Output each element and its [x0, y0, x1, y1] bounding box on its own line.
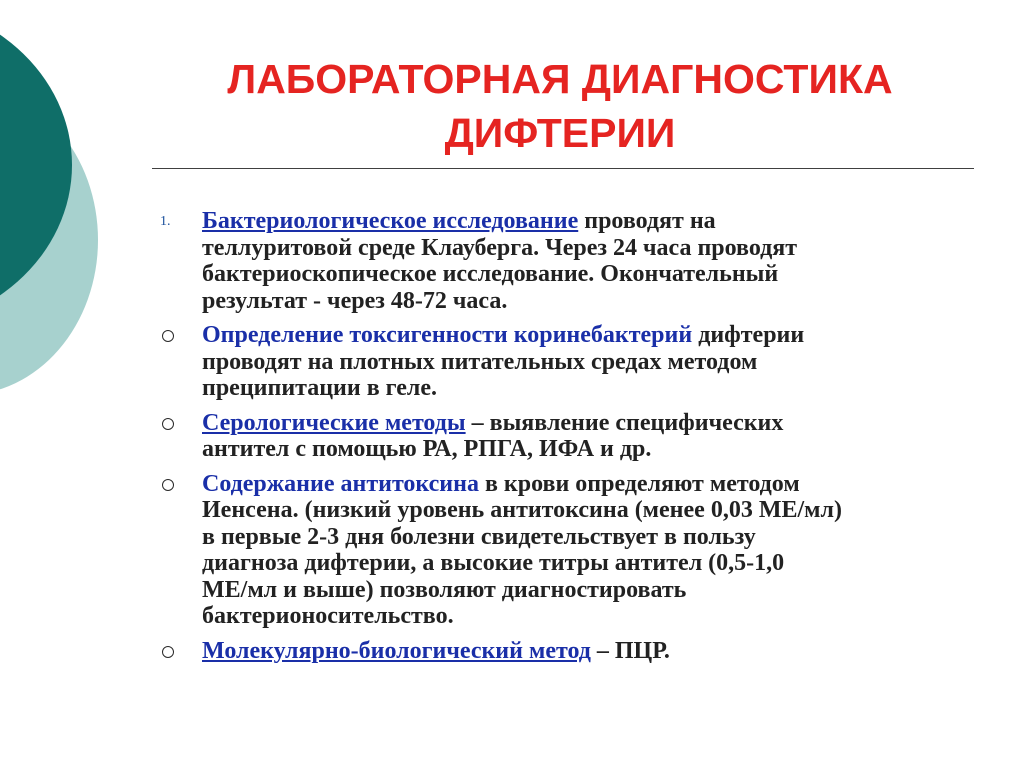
item-highlight: Содержание антитоксина	[202, 470, 479, 497]
item-highlight: Определение токсигенности коринебактерий	[202, 322, 693, 348]
list-number: 1.	[160, 214, 171, 229]
item-text: дифтерии	[692, 322, 805, 348]
list-item	[160, 322, 980, 402]
item-line: бактерионосительство.	[202, 603, 454, 629]
circle-bullet-icon	[162, 646, 174, 658]
item-highlight: Серологические методы	[202, 409, 466, 436]
item-line: диагноза дифтерии, а высокие титры антител (0,5-1,0	[202, 550, 785, 576]
item-line	[202, 638, 980, 665]
item-text: – ПЦР.	[590, 637, 670, 664]
item-line: результат - через 48-72 часа.	[202, 287, 508, 314]
item-line	[202, 410, 980, 437]
list-item	[160, 410, 980, 463]
title-line-2: ДИФТЕРИИ	[444, 110, 676, 156]
list-item	[160, 208, 980, 314]
item-line	[202, 471, 980, 498]
item-text: проводят на	[578, 208, 716, 234]
item-text: в крови определяют методом	[478, 470, 800, 497]
slide-title	[150, 52, 970, 160]
item-text: – выявление специфических	[465, 409, 784, 436]
item-line: Иенсена. (низкий уровень антитоксина (менее 0,03 МЕ/мл)	[202, 497, 842, 523]
bullet-list	[160, 208, 980, 672]
item-line: преципитации в геле.	[202, 375, 438, 401]
item-line: антител с помощью РА, РПГА, ИФА и др.	[202, 436, 652, 462]
item-line: теллуритовой среде Клауберга. Через 24 часа проводят	[202, 234, 798, 261]
item-line	[202, 322, 980, 349]
item-line: МЕ/мл и выше) позволяют диагностировать	[202, 576, 687, 603]
list-item	[160, 638, 980, 665]
item-line: в первые 2-3 дня болезни свидетельствует в пользу	[202, 523, 756, 550]
item-highlight: Бактериологическое исследование	[202, 208, 579, 234]
item-highlight: Молекулярно-биологический метод	[202, 637, 591, 664]
item-line: бактериоскопическое исследование. Окончательный	[202, 261, 779, 287]
item-line: проводят на плотных питательных средах методом	[202, 348, 758, 375]
title-line-1: ЛАБОРАТОРНАЯ ДИАГНОСТИКА	[227, 56, 893, 102]
item-line	[202, 208, 980, 235]
circle-bullet-icon	[162, 479, 174, 491]
title-divider	[152, 168, 974, 169]
list-item	[160, 471, 980, 630]
circle-bullet-icon	[162, 330, 174, 342]
circle-bullet-icon	[162, 418, 174, 430]
